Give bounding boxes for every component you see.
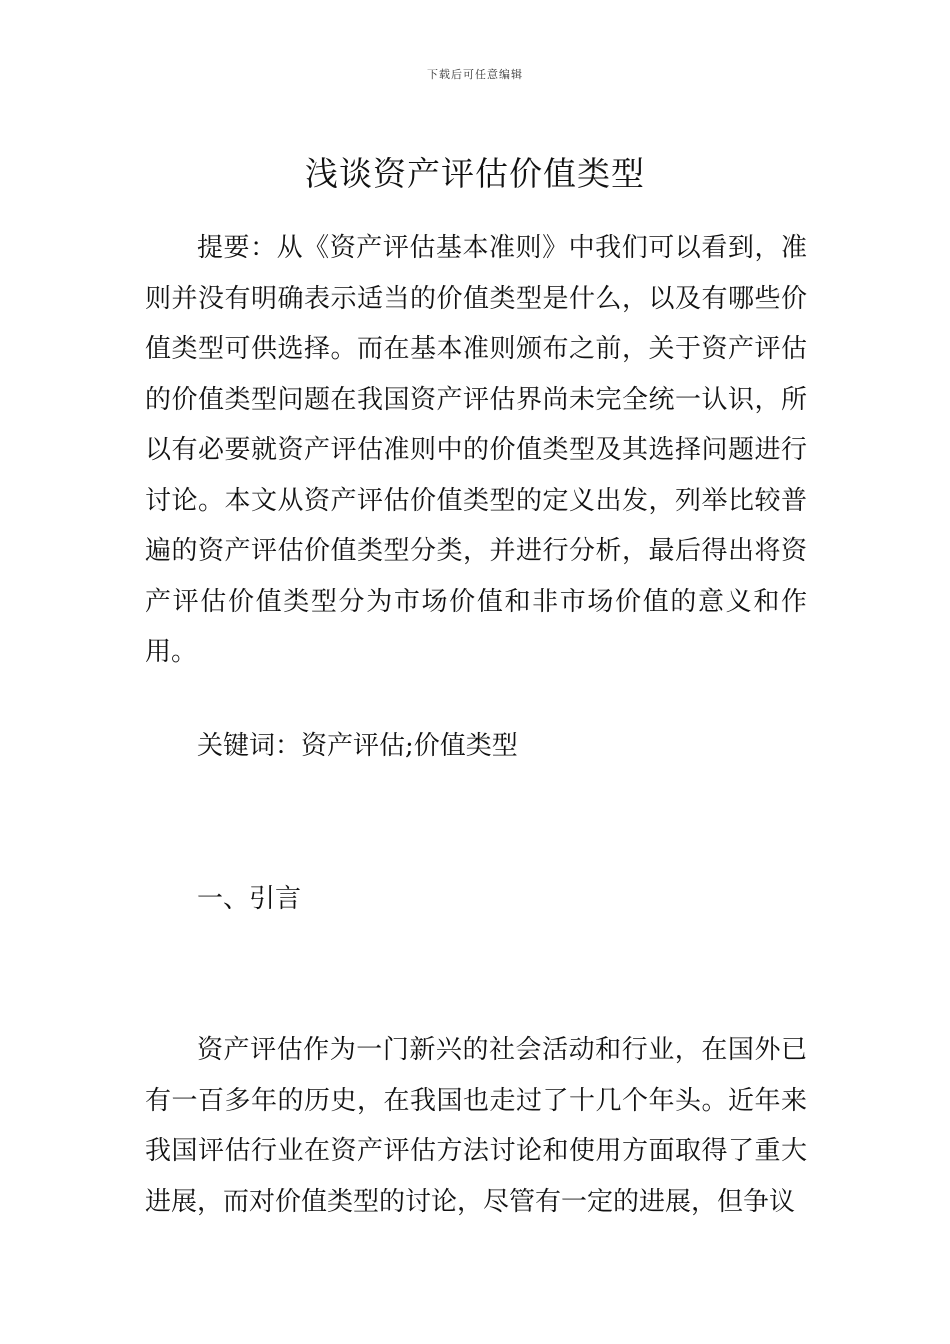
section-heading: 一、引言	[197, 884, 302, 914]
page-header-note: 下载后可任意编辑	[427, 68, 523, 81]
abstract-paragraph: 提要：从《资产评估基本准则》中我们可以看到，准则并没有明确表示适当的价值类型是什么，以及有哪些价值类型可供选择。而在基本准则颁布之前，关于资产评估的价值类型问题在我国资产评估界尚未完全统一认识，所以有必要就资产评估准则中的价值类型及其选择问题进行讨论。本文从资产评估价值类型的定义出发，列举比较普遍的资产评估价值类型分类，并进行分析，最后得出将资产评估价值类型分为市场价值和非市场价值的意义和作用。	[145, 233, 807, 667]
document-title: 浅谈资产评估价值类型	[305, 154, 645, 194]
keywords-line: 关键词：资产评估;价值类型	[197, 731, 518, 761]
intro-paragraph: 资产评估作为一门新兴的社会活动和行业，在国外已有一百多年的历史，在我国也走过了十几个年头。近年来我国评估行业在资产评估方法讨论和使用方面取得了重大进展，而对价值类型的讨论，尽管有一定的进展，但争议	[145, 1035, 807, 1217]
